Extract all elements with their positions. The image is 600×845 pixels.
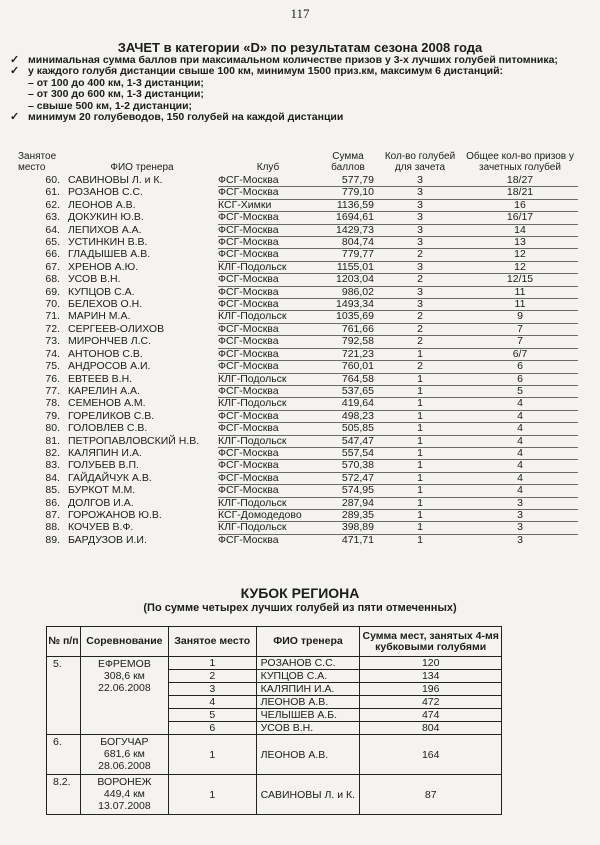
trainer-name-cell: ГОРЕЛИКОВ С.В.: [68, 409, 155, 422]
cup-trainer-cell: ЧЕЛЫШЕВ А.Б.: [256, 709, 360, 722]
club-cell: ФСГ-Москва: [218, 323, 318, 335]
club-cell: КЛГ-Подольск: [218, 311, 318, 323]
cup-place-cell: 1: [168, 775, 256, 815]
cup-subtitle: (По сумме четырех лучших голубей из пяти отмеченных): [143, 602, 457, 614]
prizes-cell: 4: [462, 447, 578, 459]
club-cell: ФСГ-Москва: [218, 361, 318, 373]
trainer-name-cell: ЛЕПИХОВ А.А.: [68, 223, 142, 236]
score-cell: 1203,04: [318, 274, 378, 286]
pigeon-count-cell: 3: [378, 237, 462, 249]
score-cell: 398,89: [318, 522, 378, 534]
table-row: [18, 509, 578, 521]
trainer-name-cell: ЛЕОНОВ А.В.: [68, 198, 136, 211]
table-row: [18, 323, 578, 335]
cup-num-cell: 5.: [47, 657, 81, 735]
cup-trainer-cell: КУПЦОВ С.А.: [256, 670, 360, 683]
trainer-name-cell: БАРДУЗОВ И.И.: [68, 533, 147, 546]
pigeon-count-cell: 1: [378, 447, 462, 459]
place-cell: 75.: [45, 360, 60, 373]
header-name: ФИО тренера: [110, 162, 174, 173]
trainer-name-cell: ГЛАДЫШЕВ А.В.: [68, 248, 151, 261]
cup-title: КУБОК РЕГИОНА: [240, 585, 360, 601]
place-cell: 82.: [45, 446, 60, 459]
score-cell: 547,47: [318, 435, 378, 447]
score-cell: 804,74: [318, 237, 378, 249]
place-cell: 64.: [45, 223, 60, 236]
header-prizes: Общее кол-во призов у зачетных голубей: [466, 151, 574, 173]
cup-place-cell: 3: [168, 683, 256, 696]
trainer-name-cell: КОЧУЕВ В.Ф.: [68, 521, 134, 534]
pigeon-count-cell: 3: [378, 212, 462, 224]
pigeon-count-cell: 1: [378, 348, 462, 360]
cup-trainer-cell: РОЗАНОВ С.С.: [256, 657, 360, 670]
prizes-cell: 4: [462, 410, 578, 422]
table-row: [18, 274, 578, 286]
table-row: [18, 249, 578, 261]
club-cell: ФСГ-Москва: [218, 212, 318, 224]
cup-table: [46, 626, 502, 815]
club-cell: ФСГ-Москва: [218, 472, 318, 484]
trainer-name-cell: УСОВ В.Н.: [68, 273, 121, 286]
table-row: [18, 311, 578, 323]
prizes-cell: 4: [462, 435, 578, 447]
table-row: [18, 286, 578, 298]
trainer-name-cell: ХРЕНОВ А.Ю.: [68, 260, 139, 273]
cup-sum-cell: 134: [360, 670, 502, 683]
trainer-name-cell: БЕЛЕХОВ О.Н.: [68, 298, 143, 311]
score-cell: 1155,01: [318, 261, 378, 273]
place-cell: 81.: [45, 434, 60, 447]
club-cell: ФСГ-Москва: [218, 249, 318, 261]
club-cell: ФСГ-Москва: [218, 299, 318, 311]
place-cell: 65.: [45, 236, 60, 249]
header-place: Занятое место: [18, 151, 57, 173]
competition-name: БОГУЧАР: [100, 736, 149, 748]
prizes-cell: 14: [462, 224, 578, 236]
pigeon-count-cell: 3: [378, 175, 462, 187]
place-cell: 73.: [45, 335, 60, 348]
club-cell: ФСГ-Москва: [218, 385, 318, 397]
prizes-cell: 3: [517, 533, 523, 546]
ranking-body: [18, 175, 578, 546]
cup-body: [47, 657, 502, 815]
rule-text: – свыше 500 км, 1-2 дистанции;: [28, 99, 193, 112]
club-cell: КЛГ-Подольск: [218, 398, 318, 410]
rule-item: [10, 89, 570, 100]
rule-text: – от 300 до 600 км, 1-3 дистанции;: [28, 88, 204, 101]
cup-num-cell: 6.: [47, 735, 81, 775]
score-cell: 764,58: [318, 373, 378, 385]
club-cell: КСГ-Домодедово: [218, 509, 318, 521]
table-row: [18, 261, 578, 273]
prizes-cell: 3: [462, 522, 578, 534]
place-cell: 70.: [45, 298, 60, 311]
trainer-name-cell: САВИНОВЫ Л. и К.: [68, 174, 163, 187]
trainer-name-cell: ГОЛОВЛЕВ С.В.: [68, 422, 148, 435]
prizes-cell: 4: [462, 460, 578, 472]
club-cell: ФСГ-Москва: [218, 348, 318, 360]
place-cell: 89.: [45, 533, 60, 546]
score-cell: 537,65: [318, 385, 378, 397]
prizes-cell: 16: [462, 199, 578, 211]
table-row: [18, 212, 578, 224]
pigeon-count-cell: 1: [378, 373, 462, 385]
competition-distance: 681,6 км: [103, 748, 145, 760]
place-cell: 88.: [45, 521, 60, 534]
trainer-name-cell: ГОЛУБЕВ В.П.: [68, 459, 139, 472]
checkmark-icon: ✓: [10, 65, 20, 78]
cup-sum-cell: 87: [360, 775, 502, 815]
pigeon-count-cell: 1: [378, 472, 462, 484]
competition-date: 28.06.2008: [98, 760, 151, 772]
rule-text: минимум 20 голубеводов, 150 голубей на каждой дистанции: [28, 111, 344, 124]
table-row: [18, 373, 578, 385]
prizes-cell: 12/15: [462, 274, 578, 286]
competition-cell: [80, 657, 168, 735]
competition-date: 13.07.2008: [98, 800, 151, 812]
place-cell: 86.: [45, 496, 60, 509]
table-row: [18, 497, 578, 509]
trainer-name-cell: РОЗАНОВ С.С.: [68, 186, 143, 199]
place-cell: 71.: [45, 310, 60, 323]
score-cell: 498,23: [318, 410, 378, 422]
place-cell: 69.: [45, 285, 60, 298]
pigeon-count-cell: 3: [378, 187, 462, 199]
ranking-header-row: [18, 151, 578, 175]
header-score: Сумма баллов: [331, 151, 365, 173]
place-cell: 77.: [45, 384, 60, 397]
pigeon-count-cell: 1: [378, 423, 462, 435]
competition-date: 22.06.2008: [98, 682, 151, 694]
cup-place-cell: 2: [168, 670, 256, 683]
page-number: 117: [290, 6, 310, 21]
club-cell: КЛГ-Подольск: [218, 435, 318, 447]
score-cell: 574,95: [318, 485, 378, 497]
score-cell: 471,71: [341, 533, 374, 546]
prizes-cell: 12: [462, 261, 578, 273]
club-cell: КСГ-Химки: [218, 199, 318, 211]
place-cell: 60.: [45, 174, 60, 187]
cup-header-trainer: ФИО тренера: [256, 627, 360, 657]
cup-trainer-cell: ЛЕОНОВ А.В.: [256, 696, 360, 709]
prizes-cell: 4: [462, 423, 578, 435]
ranking-table: [18, 151, 578, 546]
club-cell: ФСГ-Москва: [218, 423, 318, 435]
club-cell: ФСГ-Москва: [218, 274, 318, 286]
competition-name: ВОРОНЕЖ: [97, 776, 152, 788]
table-row: [18, 410, 578, 422]
trainer-name-cell: СЕМЕНОВ А.М.: [68, 397, 146, 410]
cup-place-cell: 4: [168, 696, 256, 709]
club-cell: ФСГ-Москва: [218, 336, 318, 348]
cup-row: [47, 775, 502, 815]
club-cell: ФСГ-Москва: [218, 187, 318, 199]
score-cell: 779,77: [318, 249, 378, 261]
rule-text: минимальная сумма баллов при максимальном количестве призов у 3-х лучших голубей питомника;: [28, 54, 558, 66]
pigeon-count-cell: 2: [378, 323, 462, 335]
trainer-name-cell: ДОЛГОВ И.А.: [68, 496, 134, 509]
table-row: [18, 237, 578, 249]
prizes-cell: 6: [462, 361, 578, 373]
trainer-name-cell: БУРКОТ М.М.: [68, 484, 136, 497]
pigeon-count-cell: 3: [378, 286, 462, 298]
cup-trainer-cell: УСОВ В.Н.: [256, 722, 360, 735]
place-cell: 74.: [45, 347, 60, 360]
place-cell: 80.: [45, 422, 60, 435]
place-cell: 83.: [45, 459, 60, 472]
table-row: [18, 472, 578, 484]
club-cell: ФСГ-Москва: [218, 410, 318, 422]
score-cell: 779,10: [318, 187, 378, 199]
club-cell: ФСГ-Москва: [218, 286, 318, 298]
score-cell: 1694,61: [318, 212, 378, 224]
cup-place-cell: 1: [168, 657, 256, 670]
prizes-cell: 12: [462, 249, 578, 261]
table-row: [18, 187, 578, 199]
club-cell: ФСГ-Москва: [218, 224, 318, 236]
header-club: Клуб: [256, 162, 280, 173]
table-row: [18, 299, 578, 311]
table-row: [18, 385, 578, 397]
prizes-cell: 9: [462, 311, 578, 323]
score-cell: 1493,34: [318, 299, 378, 311]
prizes-cell: 7: [462, 323, 578, 335]
prizes-cell: 4: [462, 485, 578, 497]
score-cell: 289,35: [318, 509, 378, 521]
competition-name: ЕФРЕМОВ: [97, 658, 151, 670]
table-row: [18, 447, 578, 459]
place-cell: 76.: [45, 372, 60, 385]
prizes-cell: 16/17: [462, 212, 578, 224]
club-cell: КЛГ-Подольск: [218, 261, 318, 273]
club-cell: КЛГ-Подольск: [218, 373, 318, 385]
cup-row: [47, 735, 502, 775]
place-cell: 79.: [45, 409, 60, 422]
prizes-cell: 6/7: [462, 348, 578, 360]
score-cell: 1035,69: [318, 311, 378, 323]
place-cell: 72.: [45, 322, 60, 335]
trainer-name-cell: КАЛЯПИН И.А.: [68, 446, 142, 459]
score-cell: 287,94: [318, 497, 378, 509]
table-row: [18, 348, 578, 360]
trainer-name-cell: ДОКУКИН Ю.В.: [68, 211, 144, 224]
score-cell: 577,79: [318, 175, 378, 187]
place-cell: 87.: [45, 508, 60, 521]
score-cell: 792,58: [318, 336, 378, 348]
cup-header-sum: Сумма мест, занятых 4-мя кубковыми голубями: [360, 627, 502, 657]
checkmark-icon: ✓: [10, 54, 20, 66]
place-cell: 68.: [45, 273, 60, 286]
trainer-name-cell: МАРИН М.А.: [68, 310, 131, 323]
table-row: [18, 361, 578, 373]
pigeon-count-cell: 3: [378, 199, 462, 211]
rule-text: у каждого голубя дистанции свыше 100 км, минимум 1500 приз.км, максимум 6 дистанций:: [28, 65, 504, 78]
club-cell: ФСГ-Москва: [218, 533, 279, 546]
score-cell: 505,85: [318, 423, 378, 435]
table-row: [18, 336, 578, 348]
cup-sum-cell: 474: [360, 709, 502, 722]
checkmark-icon: ✓: [10, 111, 20, 124]
prizes-cell: 11: [462, 299, 578, 311]
score-cell: 1429,73: [318, 224, 378, 236]
cup-header-row: [47, 627, 502, 657]
cup-row: [47, 657, 502, 670]
pigeon-count-cell: 1: [378, 509, 462, 521]
place-cell: 67.: [45, 260, 60, 273]
trainer-name-cell: ПЕТРОПАВЛОВСКИЙ Н.В.: [68, 434, 200, 447]
club-cell: ФСГ-Москва: [218, 460, 318, 472]
pigeon-count-cell: 1: [378, 435, 462, 447]
prizes-cell: 7: [462, 336, 578, 348]
cup-trainer-cell: КАЛЯПИН И.А.: [256, 683, 360, 696]
table-row: [18, 398, 578, 410]
pigeon-count-cell: 1: [417, 533, 423, 546]
trainer-name-cell: СЕРГЕЕВ-ОЛИХОВ: [68, 322, 165, 335]
trainer-name-cell: АНТОНОВ С.В.: [68, 347, 143, 360]
rule-item: [10, 112, 570, 123]
competition-cell: [80, 775, 168, 815]
table-row: [18, 199, 578, 211]
rule-text: – от 100 до 400 км, 1-3 дистанции;: [28, 76, 204, 89]
place-cell: 61.: [45, 186, 60, 199]
cup-sum-cell: 120: [360, 657, 502, 670]
trainer-name-cell: УСТИНКИН В.В.: [68, 236, 148, 249]
club-cell: ФСГ-Москва: [218, 447, 318, 459]
place-cell: 62.: [45, 198, 60, 211]
header-count: Кол-во голубей для зачета: [384, 151, 456, 173]
pigeon-count-cell: 1: [378, 497, 462, 509]
trainer-name-cell: КАРЕЛИН А.А.: [68, 384, 140, 397]
pigeon-count-cell: 1: [378, 485, 462, 497]
score-cell: 986,02: [318, 286, 378, 298]
trainer-name-cell: ГОРОЖАНОВ Ю.В.: [68, 508, 162, 521]
table-row: [18, 224, 578, 236]
pigeon-count-cell: 2: [378, 274, 462, 286]
prizes-cell: 3: [462, 497, 578, 509]
table-row: [18, 435, 578, 447]
pigeon-count-cell: 1: [378, 460, 462, 472]
cup-sum-cell: 472: [360, 696, 502, 709]
club-cell: ФСГ-Москва: [218, 175, 318, 187]
score-cell: 557,54: [318, 447, 378, 459]
competition-cell: [80, 735, 168, 775]
table-row: [18, 534, 578, 546]
pigeon-count-cell: 3: [378, 299, 462, 311]
cup-place-cell: 5: [168, 709, 256, 722]
prizes-cell: 13: [462, 237, 578, 249]
place-cell: 84.: [45, 471, 60, 484]
competition-distance: 308,6 км: [103, 670, 145, 682]
score-cell: 760,01: [318, 361, 378, 373]
trainer-name-cell: ГАЙДАЙЧУК А.В.: [68, 471, 152, 484]
pigeon-count-cell: 2: [378, 361, 462, 373]
place-cell: 66.: [45, 248, 60, 261]
pigeon-count-cell: 1: [378, 385, 462, 397]
competition-distance: 449,4 км: [103, 788, 145, 800]
cup-place-cell: 1: [168, 735, 256, 775]
prizes-cell: 6: [462, 373, 578, 385]
prizes-cell: 5: [462, 385, 578, 397]
pigeon-count-cell: 2: [378, 249, 462, 261]
trainer-name-cell: ЕВТЕЕВ В.Н.: [68, 372, 133, 385]
pigeon-count-cell: 3: [378, 224, 462, 236]
cup-sum-cell: 196: [360, 683, 502, 696]
cup-num-cell: 8.2.: [47, 775, 81, 815]
table-row: [18, 485, 578, 497]
cup-header-competition: Соревнование: [80, 627, 168, 657]
prizes-cell: 18/27: [462, 175, 578, 187]
cup-sum-cell: 804: [360, 722, 502, 735]
prizes-cell: 3: [462, 509, 578, 521]
score-cell: 761,66: [318, 323, 378, 335]
club-cell: КЛГ-Подольск: [218, 497, 318, 509]
prizes-cell: 18/21: [462, 187, 578, 199]
pigeon-count-cell: 2: [378, 336, 462, 348]
trainer-name-cell: АНДРОСОВ А.И.: [68, 360, 151, 373]
cup-trainer-cell: САВИНОВЫ Л. и К.: [256, 775, 360, 815]
pigeon-count-cell: 1: [378, 398, 462, 410]
score-cell: 419,64: [318, 398, 378, 410]
table-row: [18, 460, 578, 472]
trainer-name-cell: КУПЦОВ С.А.: [68, 285, 135, 298]
score-cell: 572,47: [318, 472, 378, 484]
place-cell: 63.: [45, 211, 60, 224]
pigeon-count-cell: 1: [378, 522, 462, 534]
trainer-name-cell: МИРОНЧЕВ Л.С.: [68, 335, 152, 348]
cup-place-cell: 6: [168, 722, 256, 735]
prizes-cell: 4: [462, 472, 578, 484]
club-cell: ФСГ-Москва: [218, 237, 318, 249]
pigeon-count-cell: 1: [378, 410, 462, 422]
score-cell: 570,38: [318, 460, 378, 472]
score-cell: 1136,59: [318, 199, 378, 211]
prizes-cell: 11: [462, 286, 578, 298]
table-row: [18, 522, 578, 534]
pigeon-count-cell: 2: [378, 311, 462, 323]
pigeon-count-cell: 3: [378, 261, 462, 273]
club-cell: ФСГ-Москва: [218, 485, 318, 497]
table-row: [18, 423, 578, 435]
table-row: [18, 175, 578, 187]
place-cell: 78.: [45, 397, 60, 410]
cup-sum-cell: 164: [360, 735, 502, 775]
rules-list: [10, 55, 570, 123]
place-cell: 85.: [45, 484, 60, 497]
score-cell: 721,23: [318, 348, 378, 360]
cup-header-place: Занятое место: [168, 627, 256, 657]
cup-header-num: № п/п: [47, 627, 81, 657]
prizes-cell: 4: [462, 398, 578, 410]
cup-trainer-cell: ЛЕОНОВ А.В.: [256, 735, 360, 775]
club-cell: КЛГ-Подольск: [218, 522, 318, 534]
section-title: ЗАЧЕТ в категории «D» по результатам сезона 2008 года: [117, 40, 483, 55]
